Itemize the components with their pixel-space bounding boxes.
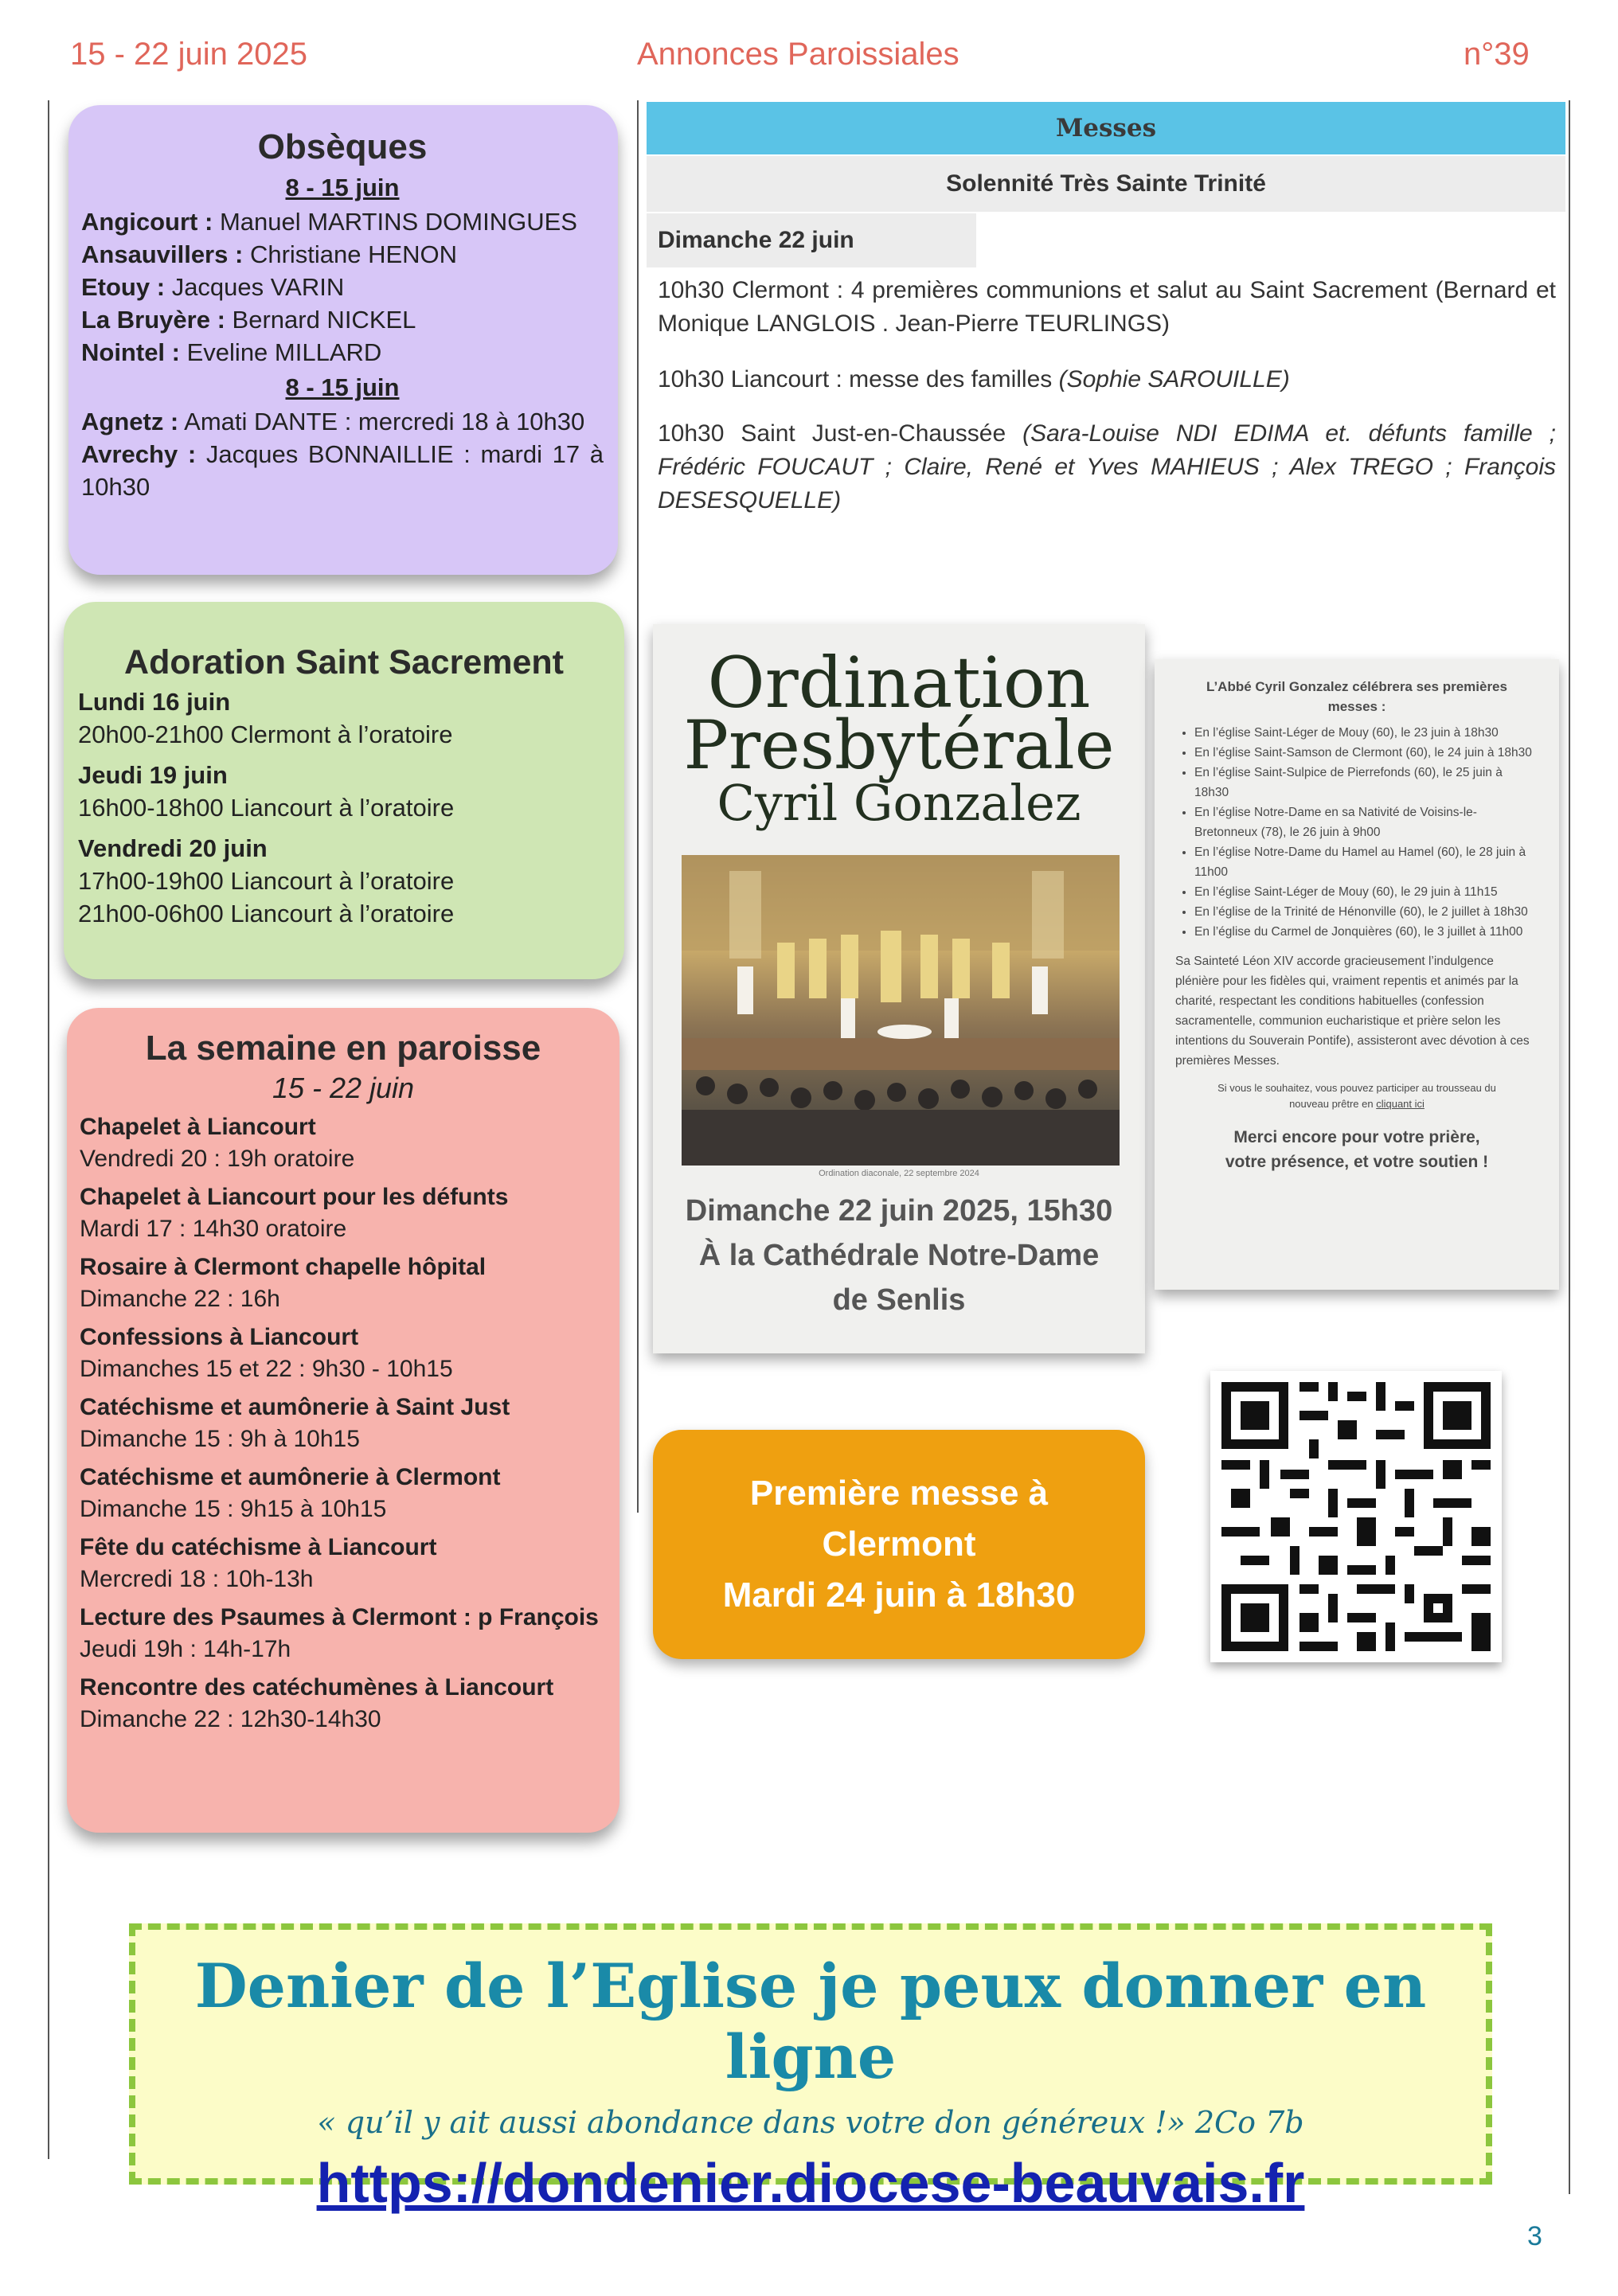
messes-header: Messes bbox=[647, 102, 1565, 154]
obituary-name: Jacques VARIN bbox=[171, 273, 345, 301]
mass-saint-just-intention: (Sara-Louise NDI EDIMA et. défunts famille ; Frédéric FOUCAUT ; Claire, René et Yves MAHIEUS ; Alex TREGO ; François DESESQUELLE) bbox=[658, 420, 1556, 513]
flyer-trousseau-link[interactable]: cliquant ici bbox=[1376, 1098, 1425, 1110]
middle-rule bbox=[637, 100, 639, 1513]
flyer-indulgence: Sa Sainteté Léon XIV accorde gracieusement l’indulgence plénière pour les fidèles qui, vraiment repentis et animés par la charité, respectant les conditions habituelles (confession sacramentelle, communion eucharistique et prière selon les intentions du Souverain Pontife), assisteront avec dévotion à ces premières Messes. bbox=[1175, 955, 1530, 1068]
week-event-title: Rosaire à Clermont chapelle hôpital bbox=[80, 1254, 487, 1280]
poster-date: Dimanche 22 juin 2025, 15h30 bbox=[685, 1194, 1113, 1228]
obituary-entry bbox=[81, 271, 604, 303]
obituary-place: La Bruyère : bbox=[81, 306, 225, 334]
poster-place-1: À la Cathédrale Notre-Dame bbox=[698, 1239, 1100, 1272]
adoration-day: Jeudi 19 juin bbox=[78, 761, 228, 789]
obituary-place: Agnetz : bbox=[81, 408, 179, 435]
obituary-entry bbox=[81, 336, 604, 369]
week-event bbox=[80, 1672, 607, 1736]
week-event-time: Vendredi 20 : 19h oratoire bbox=[80, 1146, 355, 1172]
obituary-place: Angicourt : bbox=[81, 208, 213, 236]
obituary-entry bbox=[81, 438, 604, 503]
obituary-place: Nointel : bbox=[81, 338, 180, 366]
week-event-time: Dimanches 15 et 22 : 9h30 - 10h15 bbox=[80, 1356, 453, 1382]
flyer-list bbox=[1175, 723, 1538, 942]
adoration-day: Vendredi 20 juin bbox=[78, 834, 268, 862]
adoration-title: Adoration Saint Sacrement bbox=[124, 643, 564, 681]
obituary-entry bbox=[81, 238, 604, 271]
first-mass-item: • En l’église de la Trinité de Hénonville (60), le 2 juillet à 18h30 bbox=[1194, 902, 1538, 922]
semaine-title: La semaine en paroisse bbox=[145, 1029, 541, 1068]
obituary-place: Avrechy : bbox=[81, 440, 197, 468]
semaine-card bbox=[67, 1008, 619, 1833]
header-title: Annonces Paroissiales bbox=[637, 37, 959, 72]
obituary-name: Eveline MILLARD bbox=[186, 338, 382, 366]
week-event-time: Dimanche 22 : 16h bbox=[80, 1286, 280, 1312]
obituary-entry bbox=[81, 303, 604, 336]
first-masses-flyer bbox=[1155, 659, 1559, 1290]
flyer-trousseau-text: Si vous le souhaitez, vous pouvez participer au trousseau du nouveau prêtre en bbox=[1217, 1082, 1496, 1110]
flyer-thanks-2: votre présence, et votre soutien ! bbox=[1225, 1153, 1489, 1171]
ordination-photo bbox=[682, 855, 1120, 1166]
mass-saint-just-text: 10h30 Saint Just-en-Chaussée bbox=[658, 420, 1023, 447]
adoration-slot: 17h00-19h00 Liancourt à l’oratoire bbox=[78, 867, 455, 895]
page-number: 3 bbox=[1527, 2221, 1542, 2251]
obituary-name: Manuel MARTINS DOMINGUES bbox=[219, 208, 577, 236]
adoration-entry bbox=[78, 759, 610, 824]
ordination-photo-scene bbox=[682, 855, 1120, 1166]
semaine-list bbox=[80, 1111, 607, 1736]
week-event bbox=[80, 1392, 607, 1455]
header-dates: 15 - 22 juin 2025 bbox=[70, 37, 308, 72]
obituary-name: Jacques BONNAILLIE : mardi 17 à 10h30 bbox=[81, 440, 604, 501]
messes-day: Dimanche 22 juin bbox=[647, 213, 976, 267]
first-mass-item: • En l’église Saint-Sulpice de Pierrefonds (60), le 25 juin à 18h30 bbox=[1194, 763, 1538, 802]
first-mass-item: • En l’église Notre-Dame en sa Nativité de Voisins-le-Bretonneux (78), le 26 juin à 9h00 bbox=[1194, 802, 1538, 842]
flyer-title: L’Abbé Cyril Gonzalez célébrera ses premières messes : bbox=[1206, 679, 1507, 714]
mass-saint-just bbox=[658, 417, 1556, 517]
poster-place-2: de Senlis bbox=[832, 1283, 966, 1317]
adoration-card bbox=[64, 602, 624, 979]
mass-clermont bbox=[658, 274, 1556, 341]
mass-liancourt bbox=[658, 363, 1556, 396]
flyer-trousseau bbox=[1175, 1080, 1538, 1112]
flyer-thanks-1: Merci encore pour votre prière, bbox=[1233, 1128, 1480, 1146]
denier-title: Denier de l’Eglise je peux donner en ligne bbox=[194, 1950, 1427, 2092]
premiere-line-2: Clermont bbox=[822, 1525, 976, 1564]
obituary-entry bbox=[81, 205, 604, 238]
week-event-time: Jeudi 19h : 14h-17h bbox=[80, 1636, 291, 1662]
week-event-time: Dimanche 15 : 9h15 à 10h15 bbox=[80, 1496, 387, 1522]
obseques-card bbox=[68, 105, 618, 575]
mass-liancourt-text: 10h30 Liancourt : messe des familles bbox=[658, 366, 1059, 392]
obituary-name: Christiane HENON bbox=[249, 240, 458, 268]
obseques-list-1 bbox=[81, 205, 604, 369]
week-event-title: Confessions à Liancourt bbox=[80, 1324, 359, 1350]
right-rule bbox=[1569, 100, 1570, 2194]
week-event-time: Dimanche 22 : 12h30-14h30 bbox=[80, 1706, 381, 1732]
week-event bbox=[80, 1111, 607, 1175]
week-event-title: Catéchisme et aumônerie à Saint Just bbox=[80, 1394, 510, 1420]
obituary-name: Bernard NICKEL bbox=[232, 306, 416, 334]
qr-code[interactable] bbox=[1210, 1371, 1502, 1662]
ordination-poster bbox=[653, 624, 1145, 1353]
header-issue: n°39 bbox=[1464, 37, 1530, 72]
week-event-title: Rencontre des catéchumènes à Liancourt bbox=[80, 1674, 554, 1701]
week-event bbox=[80, 1602, 607, 1665]
obituary-place: Etouy : bbox=[81, 273, 166, 301]
week-event-title: Lecture des Psaumes à Clermont : p François bbox=[80, 1604, 599, 1630]
first-mass-item: • En l’église Notre-Dame du Hamel au Hamel (60), le 28 juin à 11h00 bbox=[1194, 842, 1538, 882]
week-event-title: Catéchisme et aumônerie à Clermont bbox=[80, 1464, 501, 1490]
week-event-time: Mercredi 18 : 10h-13h bbox=[80, 1566, 314, 1592]
obituary-entry bbox=[81, 405, 604, 438]
first-mass-item: • En l’église Saint-Samson de Clermont (60), le 24 juin à 18h30 bbox=[1194, 743, 1538, 763]
week-event bbox=[80, 1532, 607, 1595]
adoration-slot: 21h00-06h00 Liancourt à l’oratoire bbox=[78, 900, 455, 927]
semaine-subtitle: 15 - 22 juin bbox=[272, 1072, 415, 1104]
denier-quote: « qu’il y ait aussi abondance dans votre don généreux !» 2Co 7b bbox=[317, 2105, 1304, 2140]
adoration-day: Lundi 16 juin bbox=[78, 688, 231, 716]
first-mass-item: • En l’église Saint-Léger de Mouy (60), le 29 juin à 11h15 bbox=[1194, 882, 1538, 902]
poster-line-1: Ordination bbox=[707, 642, 1091, 724]
week-event-time: Mardi 17 : 14h30 oratoire bbox=[80, 1216, 347, 1242]
week-event-title: Chapelet à Liancourt pour les défunts bbox=[80, 1184, 509, 1210]
mass-liancourt-intention: (Sophie SAROUILLE) bbox=[1058, 366, 1290, 392]
adoration-slot: 16h00-18h00 Liancourt à l’oratoire bbox=[78, 794, 455, 822]
week-event bbox=[80, 1322, 607, 1385]
week-event bbox=[80, 1181, 607, 1245]
denier-box bbox=[129, 1923, 1492, 2214]
obseques-date-1: 8 - 15 juin bbox=[285, 174, 400, 201]
adoration-slot: 20h00-21h00 Clermont à l’oratoire bbox=[78, 720, 453, 748]
first-mass-item: • En l’église Saint-Léger de Mouy (60), le 23 juin à 18h30 bbox=[1194, 723, 1538, 743]
premiere-line-1: Première messe à bbox=[749, 1474, 1049, 1513]
obseques-title: Obsèques bbox=[257, 127, 428, 166]
left-rule bbox=[48, 100, 49, 2159]
obituary-place: Ansauvillers : bbox=[81, 240, 244, 268]
premiere-messe-box bbox=[653, 1430, 1145, 1659]
adoration-entry bbox=[78, 685, 610, 751]
week-event bbox=[80, 1251, 607, 1315]
week-event-time: Dimanche 15 : 9h à 10h15 bbox=[80, 1426, 360, 1452]
obseques-date-2: 8 - 15 juin bbox=[285, 373, 400, 401]
adoration-list bbox=[78, 685, 610, 930]
obseques-list-2 bbox=[81, 405, 604, 503]
week-event bbox=[80, 1462, 607, 1525]
adoration-entry bbox=[78, 832, 610, 930]
week-event-title: Fête du catéchisme à Liancourt bbox=[80, 1534, 437, 1560]
obituary-name: Amati DANTE : mercredi 18 à 10h30 bbox=[184, 408, 585, 435]
qr-code-icon bbox=[1210, 1371, 1502, 1662]
poster-caption: Ordination diaconale, 22 septembre 2024 bbox=[819, 1169, 979, 1178]
premiere-line-3: Mardi 24 juin à 18h30 bbox=[722, 1576, 1076, 1615]
poster-line-3: Cyril Gonzalez bbox=[717, 774, 1081, 832]
week-event-title: Chapelet à Liancourt bbox=[80, 1114, 316, 1140]
messes-feast: Solennité Très Sainte Trinité bbox=[647, 156, 1565, 212]
first-mass-item: • En l’église du Carmel de Jonquières (60), le 3 juillet à 11h00 bbox=[1194, 922, 1538, 942]
poster-line-2: Presbytérale bbox=[683, 706, 1115, 784]
denier-link[interactable]: https://dondenier.diocese-beauvais.fr bbox=[316, 2152, 1305, 2214]
mass-clermont-text: 10h30 Clermont : 4 premières communions et salut au Saint Sacrement (Bernard et Monique LANGLOIS . Jean-Pierre TEURLINGS) bbox=[658, 277, 1556, 337]
